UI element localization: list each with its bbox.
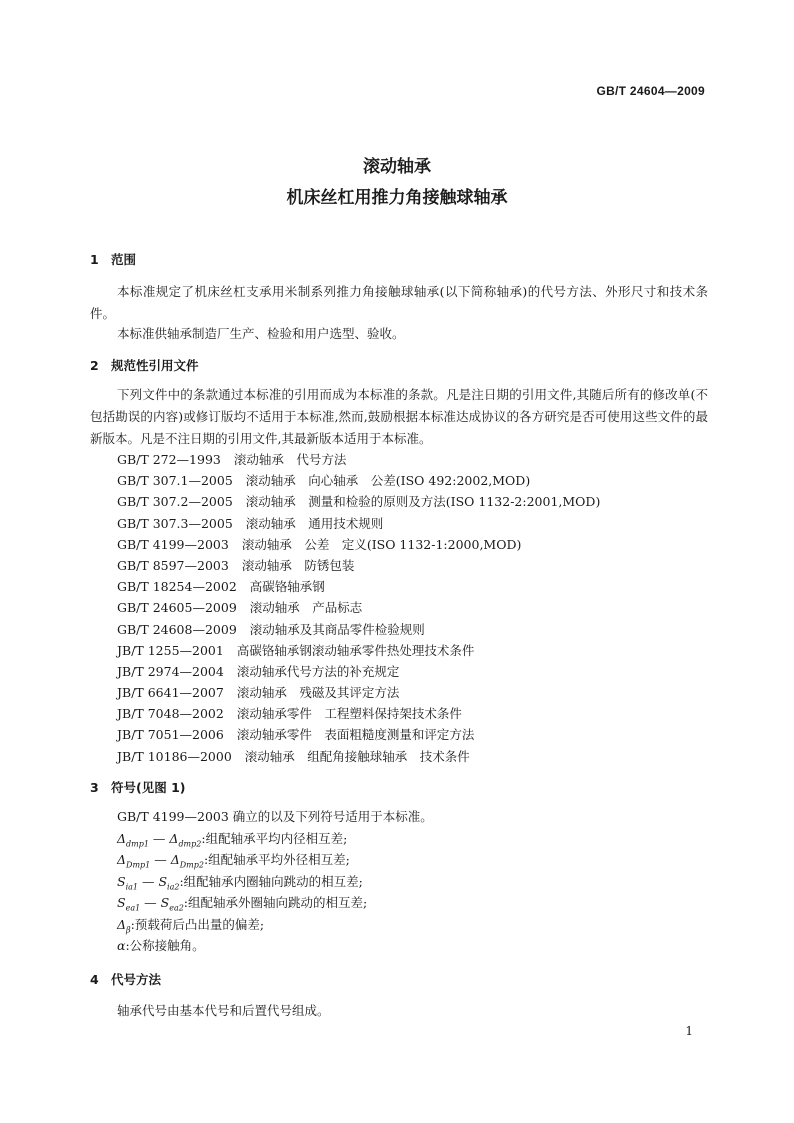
reference-title: 滚动轴承代号方法的补充规定 — [236, 663, 400, 679]
reference-item — [117, 619, 600, 640]
symbol-term: $\Delta_{dmp1}$ — $\Delta_{dmp2}$ — [117, 830, 202, 848]
reference-code: GB/T 272—1993 — [117, 452, 221, 467]
reference-title: 滚动轴承 组配角接触球轴承 技术条件 — [244, 748, 470, 764]
reference-title: 高碳铬轴承钢滚动轴承零件热处理技术条件 — [236, 642, 475, 658]
reference-item — [117, 724, 600, 745]
section-1-paragraph-1: 本标准规定了机床丝杠支承用米制系列推力角接触球轴承(以下简称轴承)的代号方法、外形尺寸和技术条件。 — [90, 284, 708, 321]
section-1-paragraph-2: 本标准供轴承制造厂生产、检验和用户选型、验收。 — [117, 326, 405, 341]
symbol-term: $\Delta_\beta$ — [117, 916, 131, 934]
reference-code: GB/T 307.1—2005 — [117, 473, 233, 489]
reference-item — [117, 682, 600, 703]
symbol-item — [117, 849, 433, 871]
reference-code: JB/T 7048—2002 — [117, 706, 224, 722]
reference-item — [117, 703, 600, 724]
section-4-heading — [90, 970, 161, 988]
symbol-term: $S_{ia1}$ — $S_{ia2}$ — [117, 873, 180, 891]
symbol-term: $\Delta_{Dmp1}$ — $\Delta_{Dmp2}$ — [117, 852, 204, 870]
reference-item — [117, 746, 600, 767]
reference-code: GB/T 8597—2003 — [117, 557, 229, 573]
symbol-item — [117, 892, 433, 914]
title-line-2: 机床丝杠用推力角接触球轴承 — [286, 188, 508, 208]
symbol-description: :组配轴承平均外径相互差; — [203, 852, 350, 867]
symbol-term: $S_{ea1}$ — $S_{ea2}$ — [117, 895, 184, 913]
reference-title: 滚动轴承 通用技术规则 — [245, 515, 384, 531]
normative-references-list — [117, 449, 600, 767]
reference-title: 滚动轴承 残磁及其评定方法 — [236, 685, 400, 701]
reference-title: 滚动轴承零件 表面粗糙度测量和评定方法 — [236, 727, 475, 743]
section-title: 符号(见图 1) — [111, 780, 186, 795]
section-title: 代号方法 — [111, 972, 162, 987]
reference-code: JB/T 2974—2004 — [117, 663, 224, 679]
symbol-description: :组配轴承平均内径相互差; — [201, 830, 348, 846]
section-number: 3 — [90, 780, 99, 795]
section-number: 4 — [90, 972, 99, 987]
symbol-item — [117, 871, 433, 893]
reference-title: 滚动轴承 测量和检验的原则及方法(ISO 1132-2:2001,MOD) — [245, 494, 601, 510]
page-number: 1 — [685, 1024, 693, 1038]
reference-title: 滚动轴承 产品标志 — [249, 600, 363, 616]
reference-title: 滚动轴承 公差 定义(ISO 1132-1:2000,MOD) — [241, 536, 522, 552]
section-title: 规范性引用文件 — [111, 358, 199, 373]
reference-item — [117, 576, 600, 597]
symbol-description: :组配轴承内圈轴向跳动的相互差; — [179, 873, 363, 889]
symbol-term: α — [117, 938, 126, 953]
symbol-item — [117, 828, 433, 850]
reference-item — [117, 640, 600, 661]
reference-code: GB/T 24608—2009 — [117, 621, 237, 637]
reference-code: GB/T 4199—2003 — [117, 536, 229, 552]
symbol-description: :组配轴承外圈轴向跳动的相互差; — [183, 895, 368, 910]
symbols-intro: GB/T 4199—2003 确立的以及下列符号适用于本标准。 — [117, 809, 433, 824]
reference-title: 滚动轴承零件 工程塑料保持架技术条件 — [236, 706, 462, 722]
reference-code: GB/T 307.2—2005 — [117, 494, 233, 510]
reference-code: GB/T 307.3—2005 — [117, 515, 233, 531]
reference-code: JB/T 6641—2007 — [117, 685, 224, 701]
reference-item — [117, 470, 600, 491]
reference-title: 高碳铬轴承钢 — [249, 579, 325, 595]
reference-title: 滚动轴承 防锈包装 — [241, 557, 355, 573]
symbol-item — [117, 914, 433, 936]
symbol-description: :公称接触角。 — [125, 938, 205, 953]
reference-code: JB/T 1255—2001 — [117, 642, 224, 658]
section-1-heading — [90, 250, 136, 268]
reference-item — [117, 513, 600, 534]
reference-code: JB/T 10186—2000 — [117, 748, 232, 764]
reference-item — [117, 555, 600, 576]
title-line-1: 滚动轴承 — [363, 157, 431, 177]
section-4-paragraph-1: 轴承代号由基本代号和后置代号组成。 — [117, 1003, 330, 1018]
reference-item — [117, 449, 600, 470]
reference-item — [117, 491, 600, 512]
section-number: 1 — [90, 252, 99, 267]
reference-item — [117, 597, 600, 618]
symbol-description: :预载荷后凸出量的偏差; — [130, 916, 265, 932]
reference-item — [117, 534, 600, 555]
symbol-item — [117, 935, 433, 957]
section-3-heading — [90, 778, 185, 796]
reference-title: 滚动轴承及其商品零件检验规则 — [249, 621, 425, 637]
reference-title: 滚动轴承 向心轴承 公差(ISO 492:2002,MOD) — [245, 473, 531, 489]
symbols-list — [117, 806, 433, 957]
section-2-heading — [90, 356, 199, 374]
section-number: 2 — [90, 358, 99, 373]
reference-code: GB/T 18254—2002 — [117, 579, 237, 595]
standard-number: GB/T 24604—2009 — [596, 84, 705, 98]
reference-code: GB/T 24605—2009 — [117, 600, 237, 616]
reference-code: JB/T 7051—2006 — [117, 727, 224, 743]
reference-item — [117, 661, 600, 682]
section-title: 范围 — [111, 252, 137, 267]
section-2-intro: 下列文件中的条款通过本标准的引用而成为本标准的条款。凡是注日期的引用文件,其随后所有的修改单(不包括勘误的内容)或修订版均不适用于本标准,然而,鼓励根据本标准达成协议的各方研究是否可使用这些文件的最新版本。凡是不注日期的引用文件,其最新版本适用于本标准。 — [90, 387, 708, 446]
reference-title: 滚动轴承 代号方法 — [233, 452, 347, 467]
